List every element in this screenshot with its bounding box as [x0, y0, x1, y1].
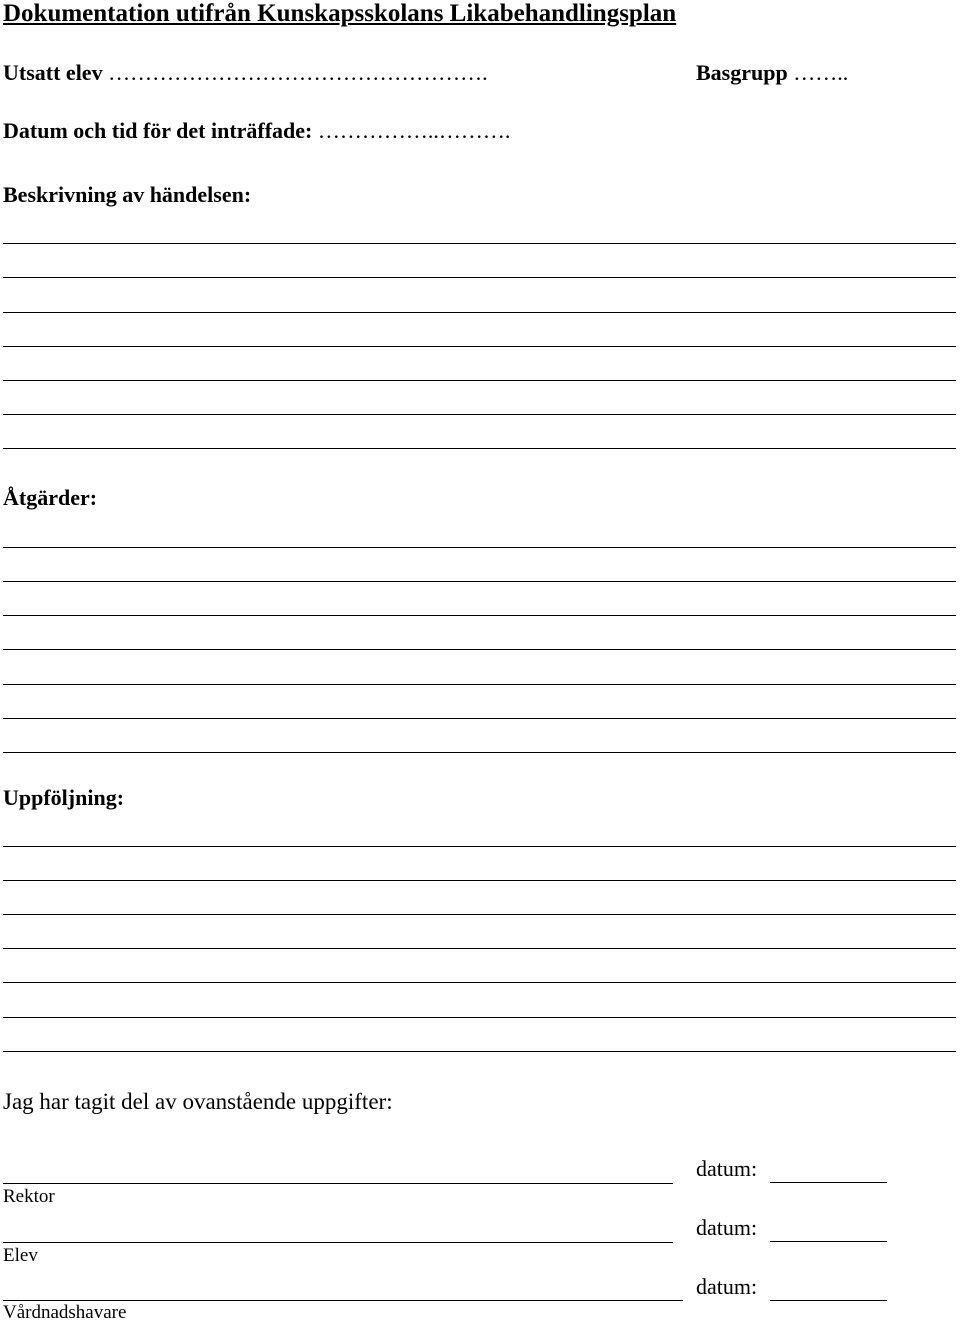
signature-date-label: datum: — [696, 1156, 758, 1181]
signature-role: Elev — [3, 1245, 38, 1266]
date-label: Datum och tid för det inträffade: — [3, 118, 313, 143]
signature-date-line[interactable] — [770, 1300, 887, 1301]
write-line[interactable] — [3, 615, 956, 616]
write-line[interactable] — [3, 948, 956, 949]
section-heading-description: Beskrivning av händelsen: — [3, 182, 252, 207]
signature-date-line[interactable] — [770, 1182, 887, 1183]
section-heading-actions: Åtgärder: — [3, 485, 98, 510]
group-dots: …….. — [793, 60, 849, 85]
write-line[interactable] — [3, 346, 956, 347]
group-label: Basgrupp — [696, 60, 788, 85]
student-label: Utsatt elev — [3, 60, 103, 85]
signature-line[interactable] — [3, 1242, 673, 1243]
signature-line[interactable] — [3, 1300, 683, 1301]
signature-date-line[interactable] — [770, 1241, 887, 1242]
write-line[interactable] — [3, 1051, 956, 1052]
section-heading-followup: Uppföljning: — [3, 785, 125, 810]
acknowledgement-text: Jag har tagit del av ovanstående uppgifter: — [3, 1089, 393, 1114]
signature-date-label: datum: — [696, 1215, 758, 1240]
write-line[interactable] — [3, 649, 956, 650]
write-line[interactable] — [3, 312, 956, 313]
write-line[interactable] — [3, 414, 956, 415]
write-line[interactable] — [3, 880, 956, 881]
write-line[interactable] — [3, 380, 956, 381]
group-field[interactable] — [696, 60, 848, 86]
write-line[interactable] — [3, 752, 956, 753]
signature-role: Vårdnadshavare — [3, 1302, 127, 1323]
write-line[interactable] — [3, 547, 956, 548]
student-dots: ……………………………………………. — [108, 60, 488, 85]
write-line[interactable] — [3, 718, 956, 719]
write-line[interactable] — [3, 448, 956, 449]
write-line[interactable] — [3, 846, 956, 847]
write-line[interactable] — [3, 684, 956, 685]
page-title: Dokumentation utifrån Kunskapsskolans Likabehandlingsplan — [3, 0, 677, 27]
student-field[interactable] — [3, 60, 488, 86]
signature-role: Rektor — [3, 1186, 55, 1207]
write-line[interactable] — [3, 914, 956, 915]
date-field[interactable] — [3, 118, 510, 144]
write-line[interactable] — [3, 277, 956, 278]
write-line[interactable] — [3, 982, 956, 983]
date-dots: ……………..………. — [317, 118, 511, 143]
signature-date-label: datum: — [696, 1274, 758, 1299]
write-line[interactable] — [3, 1017, 956, 1018]
write-line[interactable] — [3, 243, 956, 244]
write-line[interactable] — [3, 581, 956, 582]
signature-line[interactable] — [3, 1183, 673, 1184]
